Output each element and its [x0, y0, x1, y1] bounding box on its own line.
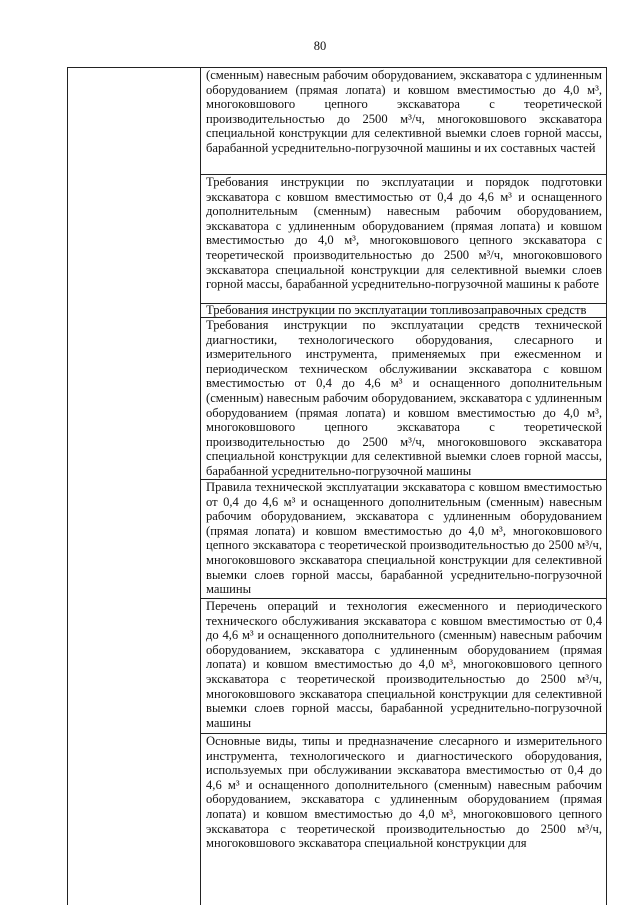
page-number: 80	[313, 39, 327, 53]
table-cell-text: (сменным) навесным рабочим оборудованием, экскаватора с удлиненным оборудованием (прямая лопата) и ковшом вместимостью до 4,0 м³, многоковшового цепного экскаватора с теоретической производительностью до 2500 м³/ч, многоковшового экскаватора специальной конструкции для селективной выемки слоев горной массы, барабанной усреднительно-погрузочной машины и их составных частей	[206, 68, 602, 155]
table-row	[201, 480, 606, 599]
table-row	[201, 734, 606, 904]
table-cell-text: Основные виды, типы и предназначение слесарного и измерительного инструмента, технологического и диагностического оборудования, используемых при обслуживании экскаватора вместимостью от 0,4 до 4,6 м³ и оснащенного дополнительного (сменным) навесным рабочим оборудованием, экскаватора с удлиненным оборудованием (прямая лопата) и ковшом вместимостью до 4,0 м³, многоковшового цепного экскаватора с теоретической производительностью до 2500 м³/ч, многоковшового экскаватора специальной конструкции для	[206, 734, 602, 851]
table-cell-text: Требования инструкции по эксплуатации и порядок подготовки экскаватора с ковшом вместимостью от 0,4 до 4,6 м³ и оснащенного дополнительным (сменным) навесным рабочим оборудованием, экскаватора с удлиненным оборудованием (прямая лопата) и ковшом вместимостью до 4,0 м³, многоковшового цепного экскаватора с теоретической производительностью до 2500 м³/ч, многоковшового экскаватора специальной конструкции для селективной выемки слоев горной массы, барабанной усреднительно-погрузочной машины к работе	[206, 175, 602, 292]
table-cell-text: Перечень операций и технология ежесменного и периодического технического обслуживания экскаватора с ковшом вместимостью от 0,4 до 4,6 м³ и оснащенного дополнительного (сменным) навесным рабочим оборудованием, экскаватора с удлиненным оборудованием (прямая лопата) и ковшом вместимостью до 4,0 м³, многоковшового цепного экскаватора с теоретической производительностью до 2500 м³/ч, многоковшового экскаватора специальной конструкции для селективной выемки слоев горной массы, барабанной усреднительно-погрузочной машины	[206, 599, 602, 730]
table-cell-text: Требования инструкции по эксплуатации средств технической диагностики, технологического оборудования, слесарного и измерительного инструмента, применяемых при ежесменном и периодическом техническом обслуживании экскаватора с ковшом вместимостью от 0,4 до 4,6 м³ и оснащенного дополнительным (сменным) навесным рабочим оборудованием, экскаватора с удлиненным оборудованием (прямая лопата) и ковшом вместимостью до 4,0 м³, многоковшового цепного экскаватора с теоретической производительностью до 2500 м³/ч, многоковшового экскаватора специальной конструкции для селективной выемки слоев горной массы, барабанной усреднительно-погрузочной машины	[206, 318, 602, 478]
table-row	[201, 318, 606, 480]
table-cell-text: Правила технической эксплуатации экскаватора с ковшом вместимостью от 0,4 до 4,6 м³ и оснащенного дополнительным (сменным) навесным рабочим оборудованием, экскаватора с удлиненным оборудованием (прямая лопата) и ковшом вместимостью до 4,0 м³, многоковшового цепного экскаватора с теоретической производительностью до 2500 м³/ч, многоковшового экскаватора специальной конструкции для селективной выемки слоев горной массы, барабанной усреднительно-погрузочной машины	[206, 480, 602, 597]
table-cell-text: Требования инструкции по эксплуатации топливозаправочных средств	[206, 304, 587, 317]
table-row	[201, 304, 606, 318]
requirements-table	[67, 67, 607, 905]
table-row	[201, 599, 606, 734]
table-row	[201, 175, 606, 304]
table-row	[201, 68, 606, 175]
table-right-column	[201, 68, 606, 904]
